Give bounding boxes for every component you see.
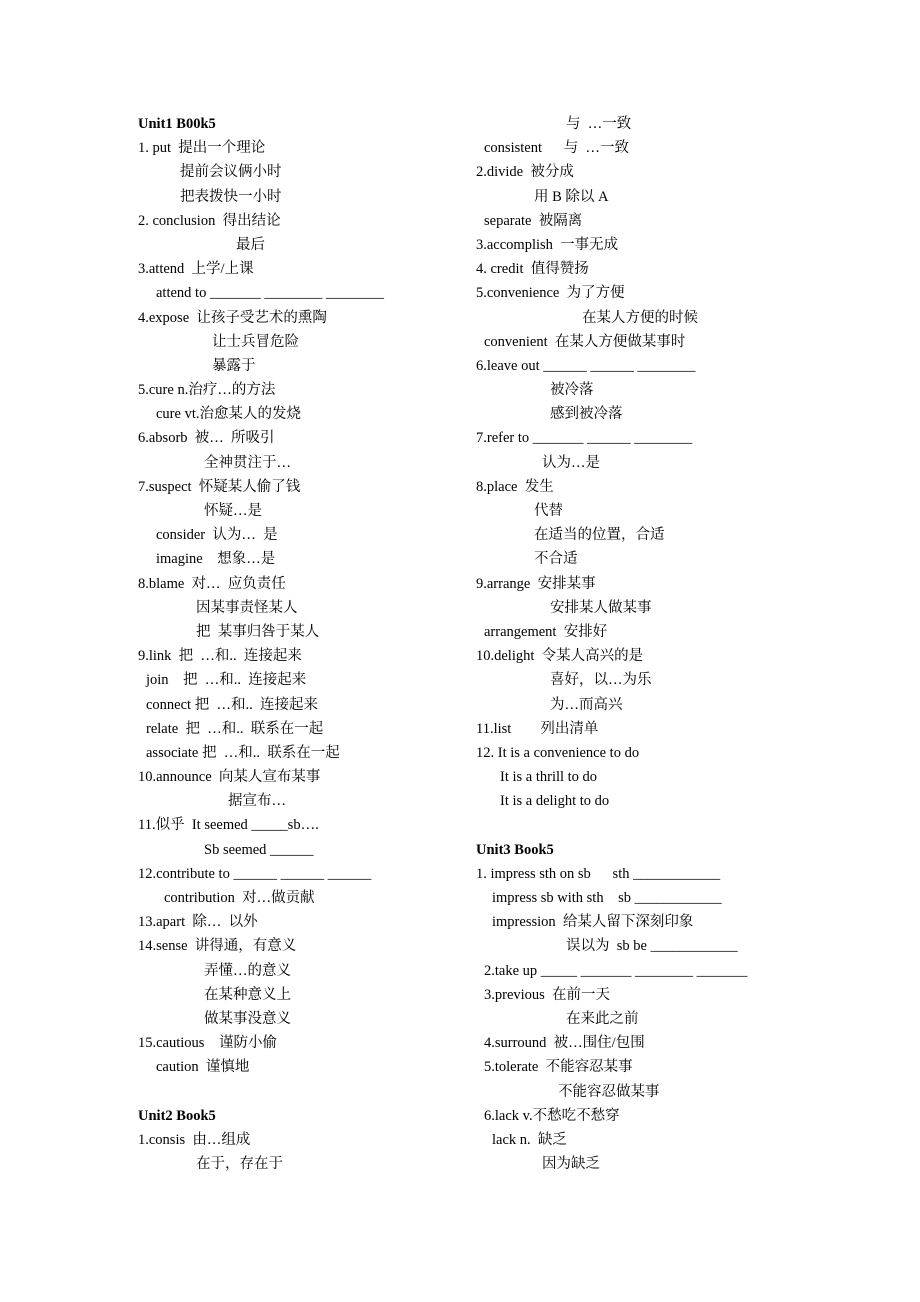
vocab-line: 8.place 发生 bbox=[476, 478, 554, 495]
vocab-line: 7.suspect 怀疑某人偷了钱 bbox=[138, 478, 301, 495]
vocab-line: 因为缺乏 bbox=[542, 1156, 600, 1173]
vocab-line: 为…而高兴 bbox=[550, 696, 623, 713]
vocab-line: 让士兵冒危险 bbox=[212, 333, 299, 350]
vocab-line: 2.take up _____ _______ ________ _______ bbox=[484, 962, 748, 979]
vocab-line: contribution 对…做贡献 bbox=[164, 890, 315, 906]
vocab-line: 不能容忍做某事 bbox=[558, 1083, 660, 1100]
vocab-line: 2. conclusion 得出结论 bbox=[138, 212, 281, 229]
vocab-line: 把表拨快一小时 bbox=[180, 188, 282, 205]
vocab-line: 3.accomplish 一事无成 bbox=[476, 236, 619, 253]
vocab-line: 认为…是 bbox=[542, 454, 600, 471]
vocab-line: 用 B 除以 A bbox=[534, 188, 609, 205]
vocab-line: 1.consis 由…组成 bbox=[138, 1131, 251, 1148]
vocab-line: 代替 bbox=[534, 503, 563, 519]
vocab-line: 4.surround 被…围住/包围 bbox=[484, 1035, 645, 1052]
vocab-line: 不合适 bbox=[534, 551, 578, 568]
vocab-line: consider 认为… 是 bbox=[156, 527, 278, 544]
vocab-line: 因某事责怪某人 bbox=[196, 599, 298, 616]
vocab-line: cure vt.治愈某人的发烧 bbox=[156, 406, 301, 423]
vocab-line: 15.cautious 谨防小偷 bbox=[138, 1035, 277, 1052]
vocab-line: impression 给某人留下深刻印象 bbox=[492, 914, 694, 931]
blank-line bbox=[476, 813, 896, 837]
vocab-line: 在某人方便的时候 bbox=[582, 309, 698, 326]
vocab-line: 6.absorb 被… 所吸引 bbox=[138, 430, 275, 447]
vocab-line: 安排某人做某事 bbox=[550, 599, 652, 616]
vocab-line: 把 某事归咎于某人 bbox=[196, 623, 320, 640]
vocab-line: 在于，存在于 bbox=[196, 1156, 283, 1173]
left-column bbox=[138, 112, 468, 1176]
vocab-line: 提前会议俩小时 bbox=[180, 164, 282, 181]
vocab-line: 最后 bbox=[236, 236, 265, 253]
vocab-line: 14.sense 讲得通，有意义 bbox=[138, 938, 297, 955]
vocab-line: separate 被隔离 bbox=[484, 212, 583, 229]
vocab-line: impress sb with sth sb ____________ bbox=[492, 890, 722, 906]
vocab-line: 9.link 把 …和.. 连接起来 bbox=[138, 648, 302, 665]
unit-heading: Unit2 Book5 bbox=[138, 1107, 216, 1124]
vocab-line: 12. It is a convenience to do bbox=[476, 744, 640, 761]
vocab-line: 12.contribute to ______ ______ ______ bbox=[138, 865, 372, 882]
vocab-line: consistent 与 …一致 bbox=[484, 140, 629, 157]
vocab-line: Sb seemed ______ bbox=[204, 841, 314, 858]
vocab-line: 11.似乎 It seemed _____sb…. bbox=[138, 817, 319, 834]
vocab-line: lack n. 缺乏 bbox=[492, 1131, 567, 1148]
vocab-line: 4. credit 值得赞扬 bbox=[476, 261, 589, 278]
vocab-line: 1. impress sth on sb sth ____________ bbox=[476, 865, 721, 882]
vocab-line: 5.convenience 为了方便 bbox=[476, 285, 625, 302]
vocab-line: 被冷落 bbox=[550, 382, 594, 399]
vocab-line: 7.refer to _______ ______ ________ bbox=[476, 430, 693, 447]
vocab-line: 在来此之前 bbox=[566, 1010, 639, 1027]
vocab-line: associate 把 …和.. 联系在一起 bbox=[146, 744, 340, 761]
vocab-line: 暴露于 bbox=[212, 357, 256, 374]
vocab-line: 3.attend 上学/上课 bbox=[138, 261, 254, 278]
vocab-line: 2.divide 被分成 bbox=[476, 164, 574, 181]
vocab-line: 11.list 列出清单 bbox=[476, 720, 599, 737]
vocab-line: join 把 …和.. 连接起来 bbox=[146, 672, 307, 689]
right-column bbox=[476, 112, 896, 1176]
vocab-line: 喜好，以…为乐 bbox=[550, 672, 652, 689]
vocab-line: 9.arrange 安排某事 bbox=[476, 575, 596, 592]
vocab-line: 6.lack v.不愁吃不愁穿 bbox=[484, 1107, 620, 1124]
vocab-line: 做某事没意义 bbox=[204, 1010, 291, 1027]
vocab-line: 与 …一致 bbox=[566, 116, 632, 132]
vocab-line: relate 把 …和.. 联系在一起 bbox=[146, 720, 324, 737]
vocab-line: 5.cure n.治疗…的方法 bbox=[138, 382, 276, 399]
vocab-line: It is a delight to do bbox=[500, 793, 610, 810]
vocab-line: 10.announce 向某人宣布某事 bbox=[138, 769, 321, 786]
vocab-line: 8.blame 对… 应负责任 bbox=[138, 575, 286, 592]
unit-heading: Unit1 B00k5 bbox=[138, 116, 216, 132]
vocab-line: 1. put 提出一个理论 bbox=[138, 140, 266, 157]
vocab-line: 感到被冷落 bbox=[550, 406, 623, 423]
vocab-line: 怀疑…是 bbox=[204, 503, 262, 519]
vocab-line: 5.tolerate 不能容忍某事 bbox=[484, 1059, 633, 1076]
unit-heading: Unit3 Book5 bbox=[476, 841, 554, 858]
vocab-line: 弄懂…的意义 bbox=[204, 962, 291, 979]
vocab-line: arrangement 安排好 bbox=[484, 623, 608, 640]
blank-line bbox=[138, 1080, 468, 1104]
vocab-line: 3.previous 在前一天 bbox=[484, 986, 611, 1003]
vocab-line: 全神贯注于… bbox=[204, 454, 291, 471]
vocab-line: It is a thrill to do bbox=[500, 769, 598, 786]
vocab-line: 误以为 sb be ____________ bbox=[566, 938, 738, 955]
vocab-line: 在适当的位置，合适 bbox=[534, 527, 665, 544]
vocab-line: caution 谨慎地 bbox=[156, 1059, 250, 1076]
vocab-line: 在某种意义上 bbox=[204, 986, 291, 1003]
vocab-line: convenient 在某人方便做某事时 bbox=[484, 333, 686, 350]
vocab-line: imagine 想象…是 bbox=[156, 551, 276, 568]
vocab-line: 4.expose 让孩子受艺术的熏陶 bbox=[138, 309, 327, 326]
vocab-line: 6.leave out ______ ______ ________ bbox=[476, 357, 696, 374]
vocab-line: attend to _______ ________ ________ bbox=[156, 285, 384, 302]
vocab-line: 10.delight 令某人高兴的是 bbox=[476, 648, 644, 665]
vocab-line: 据宣布… bbox=[228, 793, 286, 810]
vocab-line: connect 把 …和.. 连接起来 bbox=[146, 696, 318, 713]
vocab-line: 13.apart 除… 以外 bbox=[138, 914, 258, 931]
